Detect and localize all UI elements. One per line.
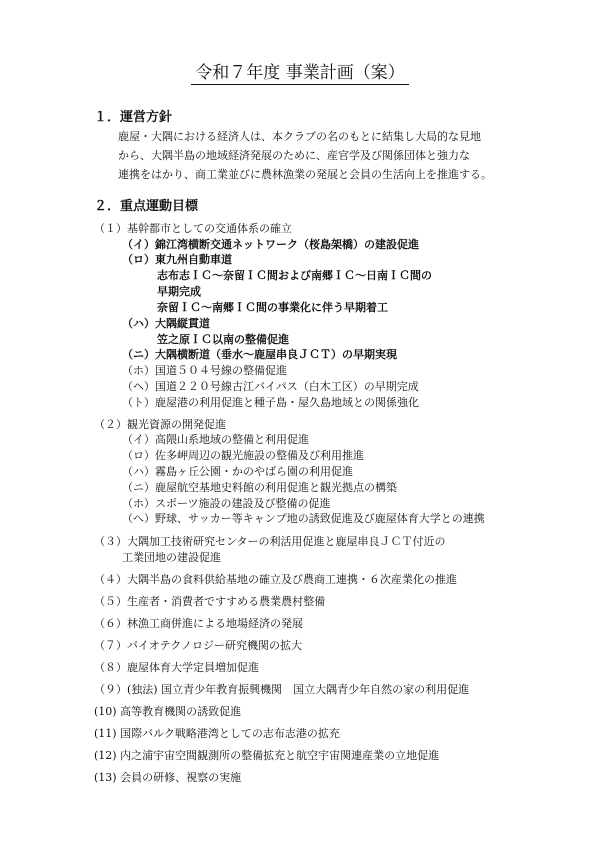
item9: （９）(独法) 国立青少年教育振興機関 国立大隅青少年自然の家の利用促進 xyxy=(94,683,470,696)
item13: (13) 会員の研修、視察の実施 xyxy=(94,771,242,784)
policy-line-1: 鹿屋・大隅における経済人は、本クラブの名のもとに結集し大局的な見地 xyxy=(118,130,481,143)
item1-ro: （ロ）東九州自動車道 xyxy=(122,253,232,266)
item1-ho: （ホ）国道５０４号線の整備促進 xyxy=(122,364,287,377)
item1-to: （ト）鹿屋港の利用促進と種子島・屋久島地域との関係強化 xyxy=(122,396,419,409)
section2-heading: ２．重点運動目標 xyxy=(94,199,199,214)
section1-paragraph xyxy=(118,127,522,184)
item6: （６）林漁工商併進による地場経済の発展 xyxy=(94,617,303,630)
item1-i: （イ）錦江湾横断交通ネットワーク（桜島架橋）の建設促進 xyxy=(122,238,419,251)
item3-line2: 工業団地の建設促進 xyxy=(122,551,221,564)
item11: (11) 国際バルク戦略港湾としての志布志港の拡充 xyxy=(94,727,340,740)
item2-ro: （ロ）佐多岬周辺の観光施設の整備及び利用推進 xyxy=(122,449,364,462)
item5: （５）生産者・消費者ですすめる農業農村整備 xyxy=(94,595,326,608)
item2-ha: （ハ）霧島ヶ丘公園・かのやばら園の利用促進 xyxy=(122,465,353,478)
item2-ni: （ニ）鹿屋航空基地史料館の利用促進と観光拠点の構築 xyxy=(122,481,397,494)
item1-ha-line1: 笠之原ＩＣ以南の整備促進 xyxy=(157,333,289,346)
policy-line-3: 連携をはかり、商工業並びに農林漁業の発展と会員の生活向上を推進する。 xyxy=(118,168,492,181)
item2-ho: （ホ）スポーツ施設の建設及び整備の促進 xyxy=(122,497,331,510)
item1-label: （１）基幹都市としての交通体系の確立 xyxy=(94,222,292,235)
item10: (10) 高等教育機関の誘致促進 xyxy=(94,705,242,718)
item1-ro-line2: 早期完成 xyxy=(157,285,201,298)
policy-line-2: から、大隅半島の地域経済発展のために、産官学及び関係団体と強力な xyxy=(118,149,470,162)
section1-heading: １．運営方針 xyxy=(94,110,173,125)
item1-ni: （ニ）大隅横断道（垂水～鹿屋串良ＪＣＴ）の早期実現 xyxy=(122,348,397,361)
item2-i: （イ）高隈山系地域の整備と利用促進 xyxy=(122,433,309,446)
page-title xyxy=(0,62,600,84)
item7: （７）バイオテクノロジー研究機関の拡大 xyxy=(94,639,303,652)
page-title-text: 令和７年度 事業計画（案） xyxy=(191,63,408,85)
item1-he: （ヘ）国道２２０号線古江バイパス（白木工区）の早期完成 xyxy=(122,380,419,393)
item3-line1: （３）大隅加工技術研究センターの利活用促進と鹿屋串良ＪＣＴ付近の xyxy=(94,535,446,548)
item4: （４）大隅半島の食料供給基地の確立及び農商工連携・６次産業化の推進 xyxy=(94,573,457,586)
item12: (12) 内之浦宇宙空間観測所の整備拡充と航空宇宙関連産業の立地促進 xyxy=(94,749,440,762)
item1-ha: （ハ）大隅縦貫道 xyxy=(122,317,210,330)
item1-ro-line1: 志布志ＩＣ～奈留ＩＣ間および南郷ＩＣ～日南ＩＣ間の xyxy=(157,269,432,282)
item2-label: （２）観光資源の開発促進 xyxy=(94,418,226,431)
item2-he: （へ）野球、サッカー等キャンプ地の誘致促進及び鹿屋体育大学との連携 xyxy=(122,512,485,525)
item8: （８）鹿屋体育大学定員増加促進 xyxy=(94,661,259,674)
item1-ro-line3: 奈留ＩＣ～南郷ＩＣ間の事業化に伴う早期着工 xyxy=(157,301,388,314)
